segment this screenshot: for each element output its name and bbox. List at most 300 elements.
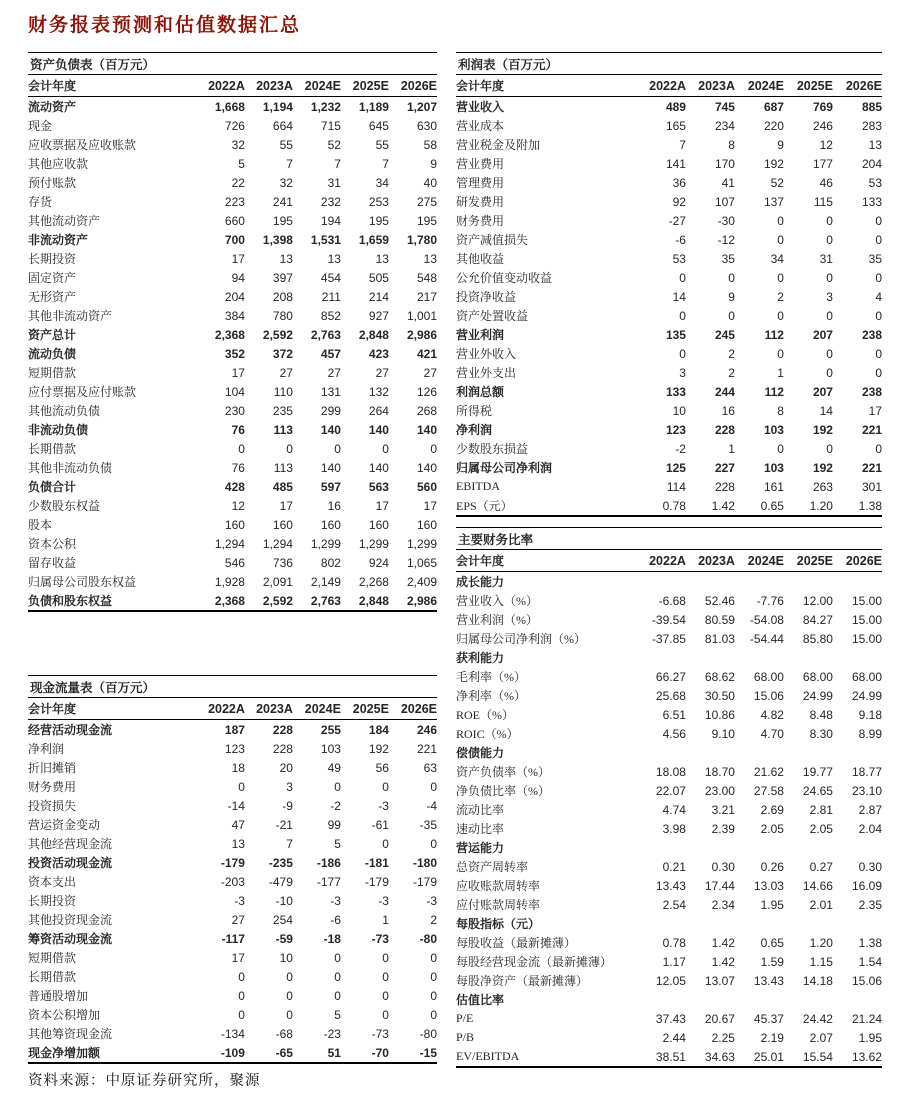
- table-header-row: [456, 550, 882, 572]
- cell-value: 454: [320, 270, 341, 285]
- cell-value: 244: [714, 384, 735, 399]
- cell-value: 238: [861, 384, 882, 399]
- row-label: 非流动负债: [28, 423, 89, 437]
- cell-value: -134: [220, 1026, 245, 1041]
- cell-value: 112: [764, 384, 784, 399]
- cell-value: 2.39: [711, 821, 735, 836]
- spacer: [28, 612, 437, 675]
- row-label: 研发费用: [456, 195, 505, 209]
- cell-value: 1: [728, 441, 735, 456]
- table-row: [28, 720, 437, 740]
- cell-value: [735, 572, 784, 592]
- table-row: [456, 971, 882, 990]
- cell-value: 2.44: [662, 1030, 686, 1045]
- row-label: 非流动资产: [28, 233, 89, 247]
- table-row: [28, 796, 437, 815]
- cell-value: 103: [763, 422, 784, 437]
- row-label: 利润总额: [456, 385, 505, 399]
- row-label: 每股指标（元）: [456, 917, 541, 931]
- cell-value: 0: [238, 969, 245, 984]
- cell-value: 0: [430, 441, 437, 456]
- cell-value: 41: [721, 175, 735, 190]
- row-label: 毛利率（%）: [456, 670, 526, 684]
- row-label: 每股收益（最新摊薄）: [456, 936, 577, 950]
- row-label: 资本支出: [28, 875, 77, 889]
- cell-value: 66.27: [655, 669, 686, 684]
- table-row: [28, 834, 437, 853]
- cell-value: 5: [334, 836, 341, 851]
- year-column-header: 2022A: [637, 75, 686, 97]
- cell-value: 0: [382, 836, 389, 851]
- cell-value: 4.82: [760, 707, 784, 722]
- cell-value: 2,409: [406, 574, 437, 589]
- cell-value: 68.00: [802, 669, 833, 684]
- cell-value: 0: [826, 308, 833, 323]
- cell-value: 246: [416, 722, 437, 737]
- cell-value: 0: [430, 836, 437, 851]
- cell-value: 16: [327, 498, 341, 513]
- row-label: 其他应收款: [28, 157, 89, 171]
- cell-value: 423: [368, 346, 389, 361]
- cell-value: 2.07: [809, 1030, 833, 1045]
- table-row: [28, 211, 437, 230]
- row-label: 其他流动资产: [28, 214, 101, 228]
- table-row: [28, 910, 437, 929]
- cell-value: 2,986: [406, 593, 437, 608]
- cell-value: 221: [416, 741, 437, 756]
- cell-value: 9: [430, 156, 437, 171]
- cell-value: 14.66: [802, 878, 833, 893]
- row-label: 营运资金变动: [28, 818, 101, 832]
- cell-value: 112: [764, 327, 784, 342]
- cell-value: 1.42: [711, 954, 735, 969]
- table-row: [456, 496, 882, 516]
- table-row: [28, 325, 437, 344]
- row-label: 股本: [28, 518, 53, 532]
- cell-value: 384: [224, 308, 245, 323]
- cell-value: [637, 572, 686, 592]
- cell-value: -61: [371, 817, 389, 832]
- row-label: EV/EBITDA: [456, 1049, 520, 1063]
- year-column-header: 2024E: [735, 75, 784, 97]
- year-column-header: 2024E: [293, 698, 341, 720]
- table-row: [456, 344, 882, 363]
- cell-value: 2,763: [310, 593, 341, 608]
- row-label: 投资净收益: [456, 290, 517, 304]
- cell-value: 2.35: [858, 897, 882, 912]
- cell-value: 15.54: [802, 1049, 833, 1064]
- row-label: 长期借款: [28, 442, 77, 456]
- table-row: [456, 458, 882, 477]
- cell-value: 18: [231, 760, 245, 775]
- cell-value: 140: [320, 422, 341, 437]
- cell-value: 133: [665, 384, 686, 399]
- cell-value: 104: [224, 384, 245, 399]
- cell-value: 2.04: [858, 821, 882, 836]
- cell-value: 2.05: [760, 821, 784, 836]
- cell-value: 18.08: [655, 764, 686, 779]
- cell-value: 372: [272, 346, 293, 361]
- table-row: [456, 648, 882, 667]
- cell-value: 32: [279, 175, 293, 190]
- table-row: [28, 948, 437, 967]
- cell-value: -180: [412, 855, 437, 870]
- cell-value: 1,194: [262, 99, 293, 114]
- cell-value: 160: [368, 517, 389, 532]
- row-label: 长期投资: [28, 894, 77, 908]
- cell-value: 230: [224, 403, 245, 418]
- table-row: [456, 287, 882, 306]
- row-label: 现金: [28, 119, 53, 133]
- cell-value: 1,065: [406, 555, 437, 570]
- cell-value: 0: [238, 779, 245, 794]
- table-row: [28, 154, 437, 173]
- row-label: 预付账款: [28, 176, 77, 190]
- table-row: [456, 1009, 882, 1028]
- row-label: 应付账款周转率: [456, 898, 541, 912]
- cell-value: [735, 990, 784, 1009]
- cell-value: 20.67: [704, 1011, 735, 1026]
- year-column-header: 2026E: [389, 698, 437, 720]
- cell-value: 7: [286, 836, 293, 851]
- table-row: [28, 401, 437, 420]
- table-row: [456, 572, 882, 592]
- row-label: 负债和股东权益: [28, 594, 113, 608]
- cell-value: 21.24: [851, 1011, 882, 1026]
- cell-value: -3: [234, 893, 245, 908]
- cell-value: 140: [416, 422, 437, 437]
- cell-value: 2,268: [358, 574, 389, 589]
- cell-value: 0.65: [760, 935, 784, 950]
- row-label: 普通股增加: [28, 989, 89, 1003]
- row-label: 估值比率: [456, 993, 505, 1007]
- row-label: 资本公积增加: [28, 1008, 101, 1022]
- cell-value: 81.03: [704, 631, 735, 646]
- table-header-row: [28, 75, 437, 97]
- cell-value: 227: [714, 460, 735, 475]
- cell-value: 160: [272, 517, 293, 532]
- cell-value: 1,299: [310, 536, 341, 551]
- cell-value: 2.69: [760, 802, 784, 817]
- cell-value: [686, 572, 735, 592]
- table-row: [456, 477, 882, 496]
- cell-value: 13: [868, 137, 882, 152]
- cell-value: 7: [286, 156, 293, 171]
- cell-value: 0.21: [662, 859, 686, 874]
- cell-value: [833, 838, 882, 857]
- table-row: [28, 815, 437, 834]
- cell-value: 1,928: [214, 574, 245, 589]
- table-row: [456, 192, 882, 211]
- cell-value: -35: [419, 817, 437, 832]
- table-row: [456, 230, 882, 249]
- cell-value: 80.59: [704, 612, 735, 627]
- cell-value: 645: [368, 118, 389, 133]
- cell-value: 13: [279, 251, 293, 266]
- cell-value: 12: [819, 137, 833, 152]
- income-statement-table: [456, 52, 882, 517]
- cell-value: 0: [382, 779, 389, 794]
- row-label: ROIC（%）: [456, 727, 519, 741]
- row-label: 现金净增加额: [28, 1046, 101, 1060]
- cell-value: 220: [763, 118, 784, 133]
- cell-value: 283: [861, 118, 882, 133]
- left-column: [28, 52, 437, 1090]
- balance-sheet-table: [28, 52, 437, 612]
- row-label: 偿债能力: [456, 746, 505, 760]
- row-label: 资产负债率（%）: [456, 765, 550, 779]
- cell-value: 2,091: [262, 574, 293, 589]
- year-column-header: 2023A: [245, 698, 293, 720]
- cell-value: 560: [416, 479, 437, 494]
- cell-value: [637, 648, 686, 667]
- cell-value: 2.19: [760, 1030, 784, 1045]
- row-label: 净利润: [28, 742, 65, 756]
- table-row: [28, 758, 437, 777]
- cell-value: 7: [334, 156, 341, 171]
- cell-value: -59: [275, 931, 293, 946]
- row-label: 投资损失: [28, 799, 77, 813]
- cell-value: -73: [371, 931, 389, 946]
- cell-value: [686, 914, 735, 933]
- cell-value: 160: [416, 517, 437, 532]
- table-title: 资产负债表（百万元）: [28, 53, 437, 75]
- cell-value: -2: [330, 798, 341, 813]
- year-column-header: 2025E: [341, 698, 389, 720]
- cell-value: 1.95: [858, 1030, 882, 1045]
- cell-value: 457: [320, 346, 341, 361]
- cell-value: 0.78: [662, 498, 686, 513]
- table-row: [28, 192, 437, 211]
- cell-value: 9: [728, 289, 735, 304]
- cell-value: 214: [368, 289, 389, 304]
- cell-value: 52: [327, 137, 341, 152]
- cell-value: 1.20: [809, 935, 833, 950]
- cell-value: 1,299: [406, 536, 437, 551]
- cell-value: 204: [224, 289, 245, 304]
- table-row: [456, 439, 882, 458]
- table-row: [28, 249, 437, 268]
- cell-value: 15.00: [851, 612, 882, 627]
- cell-value: 0: [334, 779, 341, 794]
- table-row: [456, 800, 882, 819]
- cell-value: 9.18: [858, 707, 882, 722]
- cell-value: 24.99: [851, 688, 882, 703]
- cell-value: 0: [382, 988, 389, 1003]
- cell-value: 192: [812, 422, 833, 437]
- cell-value: 46: [819, 175, 833, 190]
- cell-value: 275: [416, 194, 437, 209]
- table-row: [456, 724, 882, 743]
- two-column-layout: [28, 52, 882, 1090]
- cell-value: 0: [826, 213, 833, 228]
- cell-value: 17: [375, 498, 389, 513]
- cell-value: 1.38: [858, 935, 882, 950]
- cell-value: 0.30: [711, 859, 735, 874]
- cell-value: 131: [320, 384, 341, 399]
- cell-value: 76: [231, 460, 245, 475]
- cell-value: 802: [320, 555, 341, 570]
- row-label: 负债合计: [28, 480, 77, 494]
- cell-value: 2: [728, 346, 735, 361]
- cell-value: [833, 743, 882, 762]
- cell-value: 55: [279, 137, 293, 152]
- cell-value: 140: [416, 460, 437, 475]
- table-title-row: [456, 528, 882, 550]
- cell-value: 4.56: [662, 726, 686, 741]
- cell-value: 8.48: [809, 707, 833, 722]
- table-row: [28, 439, 437, 458]
- cell-value: 1,294: [214, 536, 245, 551]
- cell-value: 268: [416, 403, 437, 418]
- cell-value: 135: [665, 327, 686, 342]
- row-label: 成长能力: [456, 575, 505, 589]
- cell-value: 76: [231, 422, 245, 437]
- cell-value: 505: [368, 270, 389, 285]
- cell-value: 24.65: [802, 783, 833, 798]
- table-row: [28, 173, 437, 192]
- cell-value: 0: [875, 365, 882, 380]
- cell-value: 0.27: [809, 859, 833, 874]
- cell-value: 12: [231, 498, 245, 513]
- table-row: [456, 420, 882, 439]
- cell-value: [735, 648, 784, 667]
- cell-value: 228: [272, 722, 293, 737]
- cell-value: 52: [770, 175, 784, 190]
- row-label: 少数股东损益: [456, 442, 529, 456]
- row-label: 总资产周转率: [456, 860, 529, 874]
- table-row: [456, 249, 882, 268]
- row-label: 留存收益: [28, 556, 77, 570]
- cell-value: 22.07: [655, 783, 686, 798]
- cell-value: 630: [416, 118, 437, 133]
- cell-value: 0: [875, 232, 882, 247]
- cell-value: 115: [813, 194, 833, 209]
- row-label: 每股净资产（最新摊薄）: [456, 974, 589, 988]
- cell-value: [735, 914, 784, 933]
- cell-value: 8.30: [809, 726, 833, 741]
- table-row: [28, 116, 437, 135]
- cell-value: 299: [320, 403, 341, 418]
- cell-value: -10: [275, 893, 293, 908]
- cell-value: 63: [423, 760, 437, 775]
- cell-value: -65: [275, 1045, 293, 1060]
- cell-value: 2: [430, 912, 437, 927]
- table-row: [456, 895, 882, 914]
- cell-value: 301: [861, 479, 882, 494]
- cell-value: 1,668: [214, 99, 245, 114]
- cell-value: 27: [423, 365, 437, 380]
- cell-value: 228: [714, 422, 735, 437]
- cell-value: 0.65: [760, 498, 784, 513]
- cell-value: 0: [826, 441, 833, 456]
- cell-value: -179: [364, 874, 389, 889]
- row-label: 应付票据及应付账款: [28, 385, 137, 399]
- cell-value: 13.03: [753, 878, 784, 893]
- year-column-header: 2025E: [784, 550, 833, 572]
- cell-value: 55: [375, 137, 389, 152]
- spacer: [456, 517, 882, 527]
- table-row: [456, 116, 882, 135]
- cell-value: 25.01: [753, 1049, 784, 1064]
- table-row: [28, 382, 437, 401]
- table-row: [456, 876, 882, 895]
- cell-value: 0: [875, 308, 882, 323]
- cell-value: -27: [668, 213, 686, 228]
- cell-value: 2.01: [809, 897, 833, 912]
- row-label: 短期借款: [28, 366, 77, 380]
- cell-value: 687: [763, 99, 784, 114]
- cell-value: -68: [275, 1026, 293, 1041]
- row-label: 每股经营现金流（最新摊薄）: [456, 955, 613, 969]
- cell-value: 161: [763, 479, 784, 494]
- cell-value: 27.58: [753, 783, 784, 798]
- cell-value: -3: [378, 798, 389, 813]
- cell-value: 51: [327, 1045, 341, 1060]
- cell-value: 0: [238, 441, 245, 456]
- cell-value: [833, 990, 882, 1009]
- cell-value: 47: [231, 817, 245, 832]
- table-row: [456, 382, 882, 401]
- cell-value: 15.00: [851, 631, 882, 646]
- cell-value: 255: [320, 722, 341, 737]
- cell-value: 13: [327, 251, 341, 266]
- cell-value: 13: [231, 836, 245, 851]
- cell-value: 27: [231, 912, 245, 927]
- row-label: 应收账款周转率: [456, 879, 541, 893]
- cell-value: 927: [368, 308, 389, 323]
- cash-flow-table: [28, 675, 437, 1064]
- row-label: 归属母公司股东权益: [28, 575, 137, 589]
- cell-value: -235: [268, 855, 293, 870]
- table-header-row: [456, 75, 882, 97]
- cell-value: 485: [272, 479, 293, 494]
- cell-value: 397: [272, 270, 293, 285]
- cell-value: 664: [272, 118, 293, 133]
- table-row: [28, 420, 437, 439]
- cell-value: 0: [430, 988, 437, 1003]
- table-row: [456, 819, 882, 838]
- cell-value: 421: [416, 346, 437, 361]
- cell-value: 1,780: [406, 232, 437, 247]
- cell-value: 45.37: [753, 1011, 784, 1026]
- year-column-header: 2025E: [341, 75, 389, 97]
- cell-value: 780: [272, 308, 293, 323]
- cell-value: 38.51: [655, 1049, 686, 1064]
- cell-value: 18.70: [704, 764, 735, 779]
- cell-value: -181: [364, 855, 389, 870]
- cell-value: 2: [777, 289, 784, 304]
- cell-value: 546: [224, 555, 245, 570]
- cell-value: 0: [430, 969, 437, 984]
- cell-value: 53: [868, 175, 882, 190]
- cell-value: 68.00: [753, 669, 784, 684]
- row-label: 其他经营现金流: [28, 837, 113, 851]
- cell-value: [637, 838, 686, 857]
- cell-value: 700: [224, 232, 245, 247]
- cell-value: 0: [777, 441, 784, 456]
- cell-value: 1,207: [406, 99, 437, 114]
- cell-value: 110: [273, 384, 293, 399]
- cell-value: 14.18: [802, 973, 833, 988]
- cell-value: 13.62: [851, 1049, 882, 1064]
- cell-value: 13: [375, 251, 389, 266]
- row-label: 存货: [28, 195, 53, 209]
- cell-value: 9.10: [711, 726, 735, 741]
- cell-value: 4: [875, 289, 882, 304]
- cell-value: [784, 648, 833, 667]
- cell-value: [686, 838, 735, 857]
